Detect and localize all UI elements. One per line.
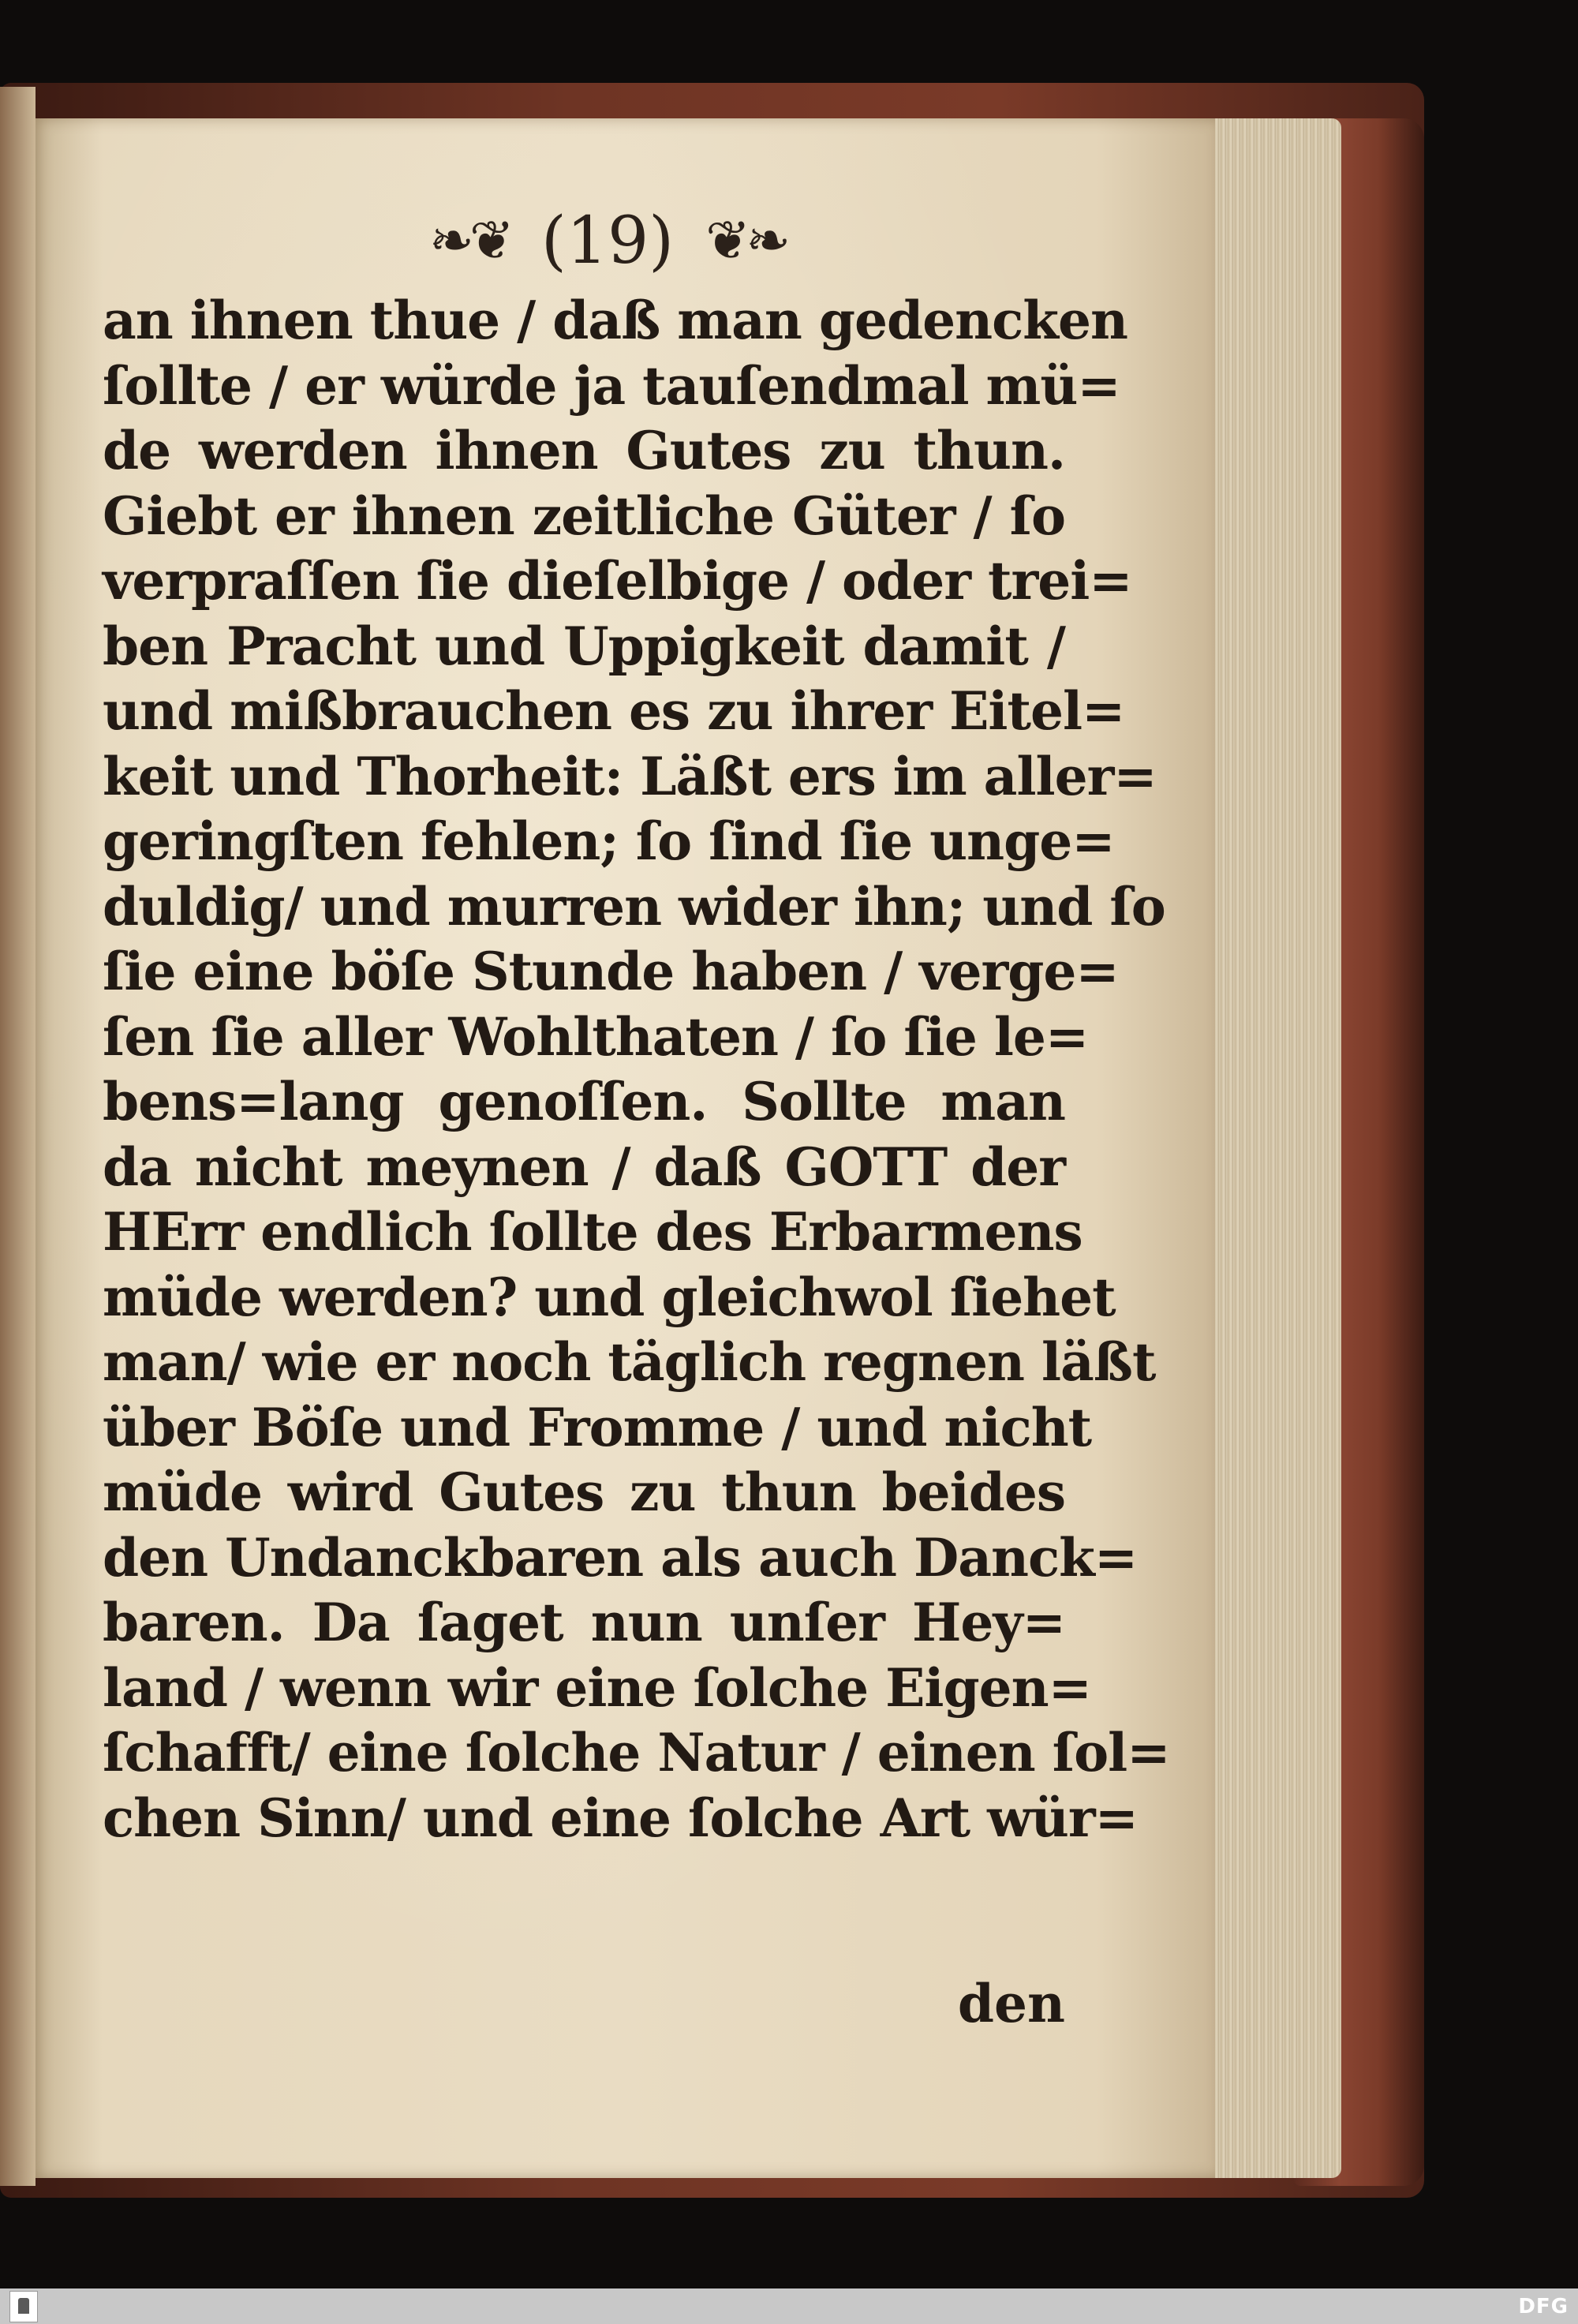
page-number: (19) (540, 203, 675, 279)
text-line: ben Pracht und Uppigkeit damit / (103, 615, 1065, 677)
book-page (32, 118, 1215, 2178)
text-line: ſollte / er würde ja tauſendmal mü= (103, 354, 1120, 417)
text-line: man/ wie er noch täglich regnen läßt (103, 1331, 1156, 1393)
text-line: de werden ihnen Gutes zu thun. (103, 420, 1065, 481)
footer-bar (0, 2288, 1578, 2324)
text-line: und mißbrauchen es zu ihrer Eitel= (103, 680, 1125, 742)
text-line: duldig/ und murren wider ihn; und ſo (103, 875, 1165, 937)
page-header (331, 197, 884, 284)
text-line: Giebt er ihnen zeitliche Güter / ſo (103, 485, 1065, 547)
text-line: HErr endlich ſollte des Erbarmens (103, 1201, 1083, 1263)
text-line: chen Sinn/ und eine ſolche Art wür= (103, 1787, 1138, 1849)
text-line: den Undanckbaren als auch Danck= (103, 1526, 1138, 1589)
body-text (103, 288, 1170, 1851)
text-line: müde werden? und gleichwol ſiehet (103, 1266, 1116, 1328)
text-line: baren. Da ſaget nun unſer Hey= (103, 1592, 1065, 1653)
text-line: müde wird Gutes zu thun beides (103, 1461, 1065, 1523)
text-line: an ihnen thue / daß man gedencken (103, 290, 1127, 351)
ornament-left-icon: ❧❦ (428, 209, 510, 272)
ornament-right-icon: ❦❧ (705, 209, 787, 272)
text-line: da nicht meynen / daß GOTT der (103, 1136, 1065, 1198)
catchword: den (957, 1973, 1065, 2034)
binding-strip (0, 87, 36, 2186)
dfg-logo: DFG (1518, 2294, 1569, 2318)
text-line: über Böſe und Fromme / und nicht (103, 1396, 1092, 1458)
text-line: ſchafft/ eine ſolche Natur / einen ſol= (103, 1722, 1170, 1783)
library-logo-icon (9, 2291, 38, 2322)
text-line: verpraſſen ſie dieſelbige / oder trei= (103, 550, 1132, 612)
text-line: land / wenn wir eine ſolche Eigen= (103, 1656, 1091, 1719)
text-line: ſen ſie aller Wohlthaten / ſo ſie le= (103, 1005, 1089, 1068)
text-line: bens=lang genoſſen. Sollte man (103, 1071, 1065, 1132)
text-line: geringſten fehlen; ſo ſind ſie unge= (103, 810, 1115, 872)
text-line: ſie eine böſe Stunde haben / verge= (103, 941, 1119, 1002)
text-line: keit und Thorheit: Läßt ers im aller= (103, 745, 1157, 807)
